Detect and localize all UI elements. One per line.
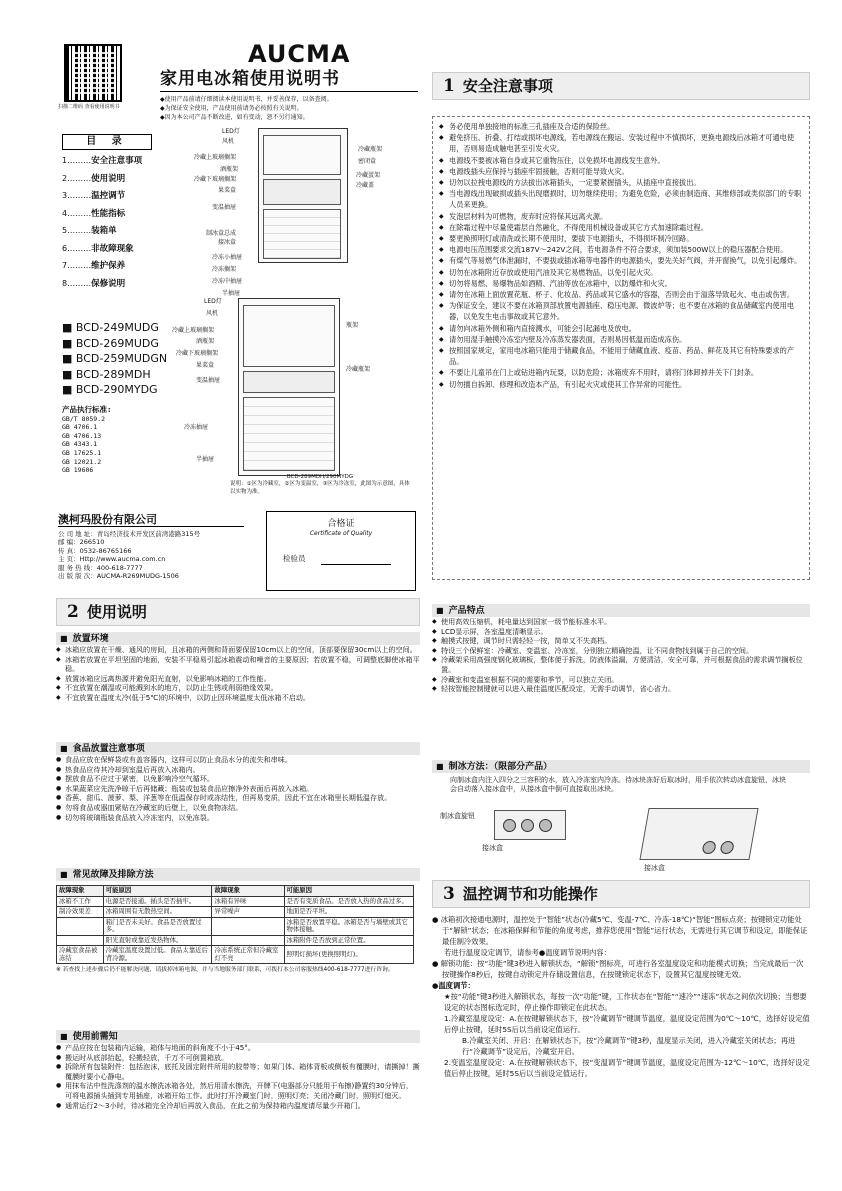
toc-item[interactable]: 6………非故障现象 bbox=[62, 243, 134, 254]
diagram-label: 半抽屉 bbox=[196, 456, 215, 463]
company-name: 澳柯玛股份有限公司 bbox=[58, 513, 157, 526]
note: ◆使用产品前请仔细阅读本使用说明书，并妥善保存，以备查阅。 bbox=[160, 96, 333, 103]
model-item: ■ BCD-269MUDG bbox=[62, 336, 159, 350]
section-3-header: 3 温控调节和功能操作 bbox=[432, 880, 810, 908]
placement-block: ■ 放置环境 ◆ 冰箱应放置在干燥、通风的房间，且冰箱的两侧和背面要保留10cm以上的空间，顶部要保留30cm以上的空间。 ◆ 冰箱若放置在平坦坚固的地面，安装不平稳易引起冰箱震动和噪音的主要原因；若放置不稳，可调整底脚使冰箱平稳。 ◆ 放置冰箱应远离热源并避免阳光直射，以免影响冰箱的工作性能。 ◆ 不宜放置在潮湿或可能溅到水的地方，以防止生锈或削弱绝缘效果。 ◆ 不宜放置在温度太冷(低于5℃)的环境中，以防止因环境温度太低冰箱不启动。 bbox=[56, 632, 420, 703]
section-1-header: 1 安全注意事项 bbox=[432, 72, 810, 100]
diagram-label: LED灯 bbox=[222, 128, 240, 135]
diagram-label: 果菜盒 bbox=[196, 362, 215, 369]
ice-label: 接冰盒 bbox=[644, 864, 665, 872]
icemaking-block: ■ 制冰方法：（限部分产品） 向制冰盒内注入四分之三容积的水，放入冷冻室内冷冻。待冰块冻好后取冰时，用手依次转动冰盒旋钮，冰块会自动落入接冰盒中，从接冰盒中倒可直接取出冰块。 bbox=[432, 760, 810, 794]
table-row: 制冷效果差 冰箱周围有无散热空间。 异常噪声 地面是否平坦。 bbox=[57, 907, 414, 918]
diagram-label: 冷藏上玻璃搁架 bbox=[172, 327, 215, 334]
manual-title: 家用电冰箱使用说明书 bbox=[160, 69, 340, 89]
toc-item[interactable]: 3………温控调节 bbox=[62, 191, 126, 201]
section-2-header: 2 使用说明 bbox=[56, 598, 420, 626]
brand-logo: AUCMA bbox=[248, 40, 351, 68]
qr-code bbox=[64, 44, 122, 102]
diagram-label: 冷藏蛋架 bbox=[356, 172, 381, 179]
diagram-label: 变温抽屉 bbox=[212, 204, 237, 211]
toc-item[interactable]: 5………装箱单 bbox=[62, 226, 117, 236]
diagram-label: 密闭盒 bbox=[358, 158, 377, 165]
diagram-label: 冷藏瓶架 bbox=[358, 146, 383, 153]
table-row: 冰箱不工作 电源是否接通。插头是否插牢。 冰箱有异味 是否有变质食品。是否放入热的食品过多。 bbox=[57, 896, 414, 907]
toc-item[interactable]: 1………安全注意事项 bbox=[62, 156, 143, 166]
diagram-label: 变温抽屉 bbox=[196, 377, 221, 384]
toc-item[interactable]: 8………保修说明 bbox=[62, 278, 126, 289]
diagram-label: LED灯 bbox=[204, 298, 222, 305]
diagram-label: 冷冻搁架 bbox=[212, 266, 237, 273]
toc-heading: 目 录 bbox=[62, 134, 152, 150]
diagram-label: 制冰盒总成 bbox=[206, 230, 237, 237]
temp-control-body: ● 冰箱初次接通电源时，温控处于“智能”状态(冷藏5℃、变温-7℃、冷冻-18℃)“智能”图标点亮；按键锁定功能处于“解锁”状态；在冰箱保鲜和节能的角度考虑，推荐您使用“智能”运行状态，无需进行其它调节和设定，即能保证最佳制冷效果。 若进行温度设定调节，请参考●温度调节说明内容： ● 解锁功能：按“功能”键3秒进入解锁状态，“解锁”图标亮，可进行各室温度设定和功能模式切换；当完成最后一次按键操作8秒后，按键自动锁定并存储设置信息，在按键锁定状态下，设置其它温度按键无效。 ●温度调节： ★按“功能”键3秒进入解锁状态，每按一次“功能”键，工作状态在“智能”“速冷”“速冻”状态之间依次切换；当想要设定的状态图标选定时，停止操作即锁定在此状态。 1.冷藏室温度设定：A.在按键解锁状态下，按“冷藏调节”键调节温度，温度设定范围为0℃～10℃，选择好设定值后停止按键，延时5S后以当前设定值运行。 B.冷藏室关闭、开启：在解锁状态下，按“冷藏调节”键3秒，温度显示关闭，进入冷藏室关闭状态；再进行“冷藏调节”设定后，冷藏室开启。 2.变温室温度设定：A.在按键解锁状态下，按“变温调节”键调节温度，温度设定范围为-12℃～10℃，选择好设定值后停止按键，延时5S后以当前设定值运行。 bbox=[432, 915, 810, 1078]
diagram-label: 酒瓶架 bbox=[220, 166, 239, 173]
diagram-label: 风机 bbox=[206, 310, 219, 317]
note: ◆为保证安全使用，产品使用前请务必按照有关说明。 bbox=[160, 105, 303, 113]
model-item: ■ BCD-289MDH bbox=[62, 367, 151, 381]
qr-note: 扫描二维码 查看使用说明书 bbox=[58, 104, 120, 110]
note: ◆因为本公司产品不断改进，如有变动，恕不另行通知。 bbox=[160, 114, 309, 122]
diagram-label: 冷藏下玻璃搁架 bbox=[176, 350, 219, 357]
title-rule bbox=[160, 91, 418, 92]
safety-list: ◆ 务必使用单独接地的标准三孔插座及合适的保险丝。 ◆ 避免挤压、折叠、打结或损坏电源线，若电源线在搬运、安装过程中不慎损坏，更换电源线后冰箱才可通电使用，否则易造成触电甚至引发火灾。 ◆ 电源线不要被冰箱自身或其它重物压住，以免损坏电源线发生意外。 ◆ 电源线插头应保持与插座牢固接触，否则可能导致火灾。 ◆ 切勿以拉拽电源线的方法拔出冰箱插头，一定要紧握插头，从插座中直接拔出。 ◆ 当电源线出现破损或插头出现磨损时，切勿继续使用；为避免危险，必须由制造商、其维修部或类似部门的专职人员来更换。 ◆ 发泡层材料为可燃物，废弃时应将保其远离火源。 ◆ 在除霜过程中尽量使霜层自然融化，不得使用机械设备或其它方式加速除霜过程。 ◆ 要更换照明灯或清洗或长期不使用时，要拔下电源插头，不得损坏制冷回路。 ◆ 电源电压范围要求交流187V～242V之间，若电源条件不符合要求，须加装500W以上的稳压器配合使用。 ◆ 有煤气等易燃气体泄漏时，不要拔或插冰箱等电器件的电源插头，要先关好气阀，并开窗换气，以免引起爆炸。 ◆ 切勿在冰箱附近存放或使用汽油及其它易燃物品，以免引起火灾。 ◆ 切勿将易燃、易爆物品如酒精、汽油等放在冰箱中，以防爆炸和火灾。 ◆ 请勿在冰箱上面放置花瓶、杯子、化妆品、药品或其它盛水的容器，否则会由于溢落导致起火、电击或伤害。 ◆ 为保证安全，建议不要在冰箱顶部放置电源插座、稳压电源、微波炉等；也不要在冰箱的食品储藏室内使用电器，以免发生电击事故或其它意外。 ◆ 请勿向冰箱外侧和箱内直接溅水，可能会引起漏电及放电。 ◆ 请勿用湿手触摸冷冻室内壁及冷冻蒸发器表面，否则易因低温而造成冻伤。 ◆ 按照国家规定，家用电冰箱只能用于储藏食品，不能用于储藏血液、疫苗、药品、鲜花及其它有特殊要求的产品。 ◆ 不要让儿童吊在门上或钻进箱内玩耍，以防危险；冰箱废弃不用时，请将门体卸掉并关下门封条。 ◆ 切勿擅自拆卸、修理和改造本产品，有引起火灾或使其工作异常的可能性。 bbox=[432, 116, 810, 580]
ice-label: 制冰盒旋钮 bbox=[440, 812, 475, 820]
before-use-block: ■ 使用前需知 ● 产品应按在包装箱内运输，箱体与地面的斜角度不小于45°。 ● 搬运时从底部抬起，轻搬轻放，千万不可倒置箱放。 ● 拆除所有包装附件：包括泡沫，底托及固定附件所用的胶带等；如果门体、箱体背板或侧板有覆膜时，请撕掉！撕覆膜时要小心静电。 ● 用抹布沾中性洗涤剂的温水擦洗冰箱各处，然后用清水擦洗，开牌下(电器部分只能用干布擦)静置约30分钟后，可将电源插头插到专用插座，冰箱开始工作。此时打开冷藏室门时，照明灯亮；关闭冷藏门时，照明灯熄灭。 ● 通常运行2～3小时，待冰箱完全冷却后再放入食品，在此之前为保持箱内温度请尽量少开箱门。 bbox=[56, 1030, 420, 1110]
diagram-label: 接冰盒 bbox=[218, 239, 237, 246]
toc-item[interactable]: 2………使用说明 bbox=[62, 173, 126, 184]
header-notes bbox=[160, 96, 420, 123]
company-info: 公 司 地 址：青岛经济技术开发区前湾港路315号 邮 编：266510 传 真：0532-86765166 主 页：Http://www.aucma.com.cn 服 务 热 线：400-618-7777 出 版 版 次：AUCMA-R269MUDG-1506 bbox=[58, 530, 201, 581]
diagram-label: 冷藏瓶架 bbox=[346, 366, 371, 373]
table-row: 冷藏室食品被冻结 冷藏室温度设置过低。食品太靠近后背冷源。 冷冻系统正常但冷藏室灯不亮 照明灯损坏(更换照明灯)。 bbox=[57, 946, 414, 964]
faults-table: 故障现象 可能原因 故障现象 可能原因 冰箱不工作 电源是否接通。插头是否插牢。 冰箱有异味 是否有变质食品。是否放入热的食品过多。 制冷效果差 冰箱周围有无散热空间。 异常噪声 地面是否平坦。 箱门是否未关好。食品是否放置过多。 冰箱是否放置平稳。冰箱是否与墙壁或其它物体接触。 阳光直射或靠近发热物体。 冰箱附件是否放到正常位置。 冷藏室食品被冻结 冷藏室温度设置过低。食品太靠近后背冷源。 冷冻系统正常但冷藏室灯不亮 照明灯损坏(更换照明灯)。 bbox=[56, 885, 414, 964]
diagram-label: 半抽屉 bbox=[222, 290, 241, 297]
ice-label: 接冰盒 bbox=[482, 844, 503, 852]
diagram-label: 冷藏下玻璃搁架 bbox=[194, 176, 237, 183]
toc-item[interactable]: 4………性能指标 bbox=[62, 208, 126, 219]
features-block: ■ 产品特点 ◆ 使用高效压缩机，耗电量达到国家一级节能标准水平。 ◆ LCD显示屏，各室温度清晰显示。 ◆ 触摸式按键，调节时只需轻轻一按，简单又不失高档。 ◆ 特设三个保鲜室：冷藏室、变温室、冷冻室，分别独立精确控温，让不同食物找到属于自己的空间。 ◆ 冷藏架采用高强度钢化玻璃板，整体便于拆洗，防液体溢漏，方便清洁，安全可靠，并可根据食品的需求调节搁板位置。 ◆ 冷藏室和变温室根据不同的需要和季节，可以独立关闭。 ◆ 轻按智能控制键就可以进入最佳温度匹配设定，无需手动调节，省心省力。 bbox=[432, 604, 810, 694]
model-list bbox=[62, 320, 167, 398]
ice-box-image bbox=[639, 808, 758, 860]
standards: 产品执行标准: GB/T 8059.2 GB 4706.1 GB 4706.13 GB 4343.1 GB 17625.1 GB 12021.2 GB 19606 bbox=[62, 405, 112, 475]
toc-list bbox=[62, 156, 142, 296]
model-item: ■ BCD-290MYDG bbox=[62, 383, 158, 396]
toc-item[interactable]: 7………维护保养 bbox=[62, 261, 126, 271]
diagram-label: 瓶架 bbox=[346, 322, 359, 329]
fridge-diagram-2 bbox=[238, 298, 340, 476]
diagram-label: 冷冻抽屉 bbox=[184, 424, 209, 431]
company-rule bbox=[58, 526, 244, 527]
diagram-label: 冷藏盖 bbox=[356, 182, 375, 189]
diagram-label: 冷藏上玻璃搁架 bbox=[194, 154, 237, 161]
ice-tray-image bbox=[494, 810, 566, 840]
diagram-label: 风机 bbox=[222, 138, 235, 145]
diagram-label: 果菜盒 bbox=[218, 187, 237, 194]
diagram-label: 冷冻中抽屉 bbox=[212, 278, 243, 285]
diagram-label: 冷冻小抽屉 bbox=[212, 254, 243, 261]
faults-block: ■ 常见故障及排除方法 故障现象 可能原因 故障现象 可能原因 冰箱不工作 电源是否接通。插头是否插牢。 冰箱有异味 是否有变质食品。是否放入热的食品过多。 制冷效果差 冰箱周围有无散热空间。 异常噪声 地面是否平坦。 箱门是否未关好。食品是否放置过多。 冰箱是否放置平稳。冰箱是否与墙壁或其它物体接触。 阳光直射或靠近发热物体。 冰箱附件是否放到正常位置。 冷藏室食品被冻结 冷藏室温度设置过低。食品太靠近后背冷源。 冷冻系统正常但冷藏室灯不亮 照明灯损坏(更换照明灯)。 ※ 若查找上述步骤后仍不能解决问题，请拔掉冰箱电源，并与当地服务部门联系，可拨打本公司客服热线400-618-7777进行咨询。 bbox=[56, 868, 420, 974]
model-item: ■ BCD-259MUDGN bbox=[62, 352, 168, 365]
standards-title: 产品执行标准: bbox=[62, 405, 112, 414]
food-block: ■ 食品放置注意事项 ● 食品应放在保鲜袋或有盖容器内，这样可以防止食品水分的流失和串味。 ● 热食品应待其冷却到室温后再放入冰箱内。 ● 摆放食品不应过于紧密，以免影响冷空气循环。 ● 水果蔬菜应先洗净晾干后再储藏；瓶装或包装食品应擦净外表面后再放入冰箱。 ● 香蕉、甜瓜、菠萝、梨、洋葱等在低温保存时或冻结性，但再易变质，因此不宜在冰箱里长期低温存放。 ● 勿将食品或器皿紧贴在冷藏室的后壁上，以免食物冻结。 ● 切勿将玻璃瓶装食品放入冷冻室内，以免冻裂。 bbox=[56, 742, 420, 822]
table-row: 阳光直射或靠近发热物体。 冰箱附件是否放到正常位置。 bbox=[57, 935, 414, 946]
fridge-diagram-1 bbox=[258, 128, 348, 263]
quality-certificate: 合格证 Certificate of Quality 检验员 bbox=[266, 511, 416, 591]
model-item: ■ BCD-249MUDG bbox=[62, 321, 159, 334]
diagram-caption: BCD-289MDH/290MYDG 说明：①区为冷藏室，②区为变温室，③区为冷冻室，此图为示意图，具体以实物为准。 bbox=[230, 474, 410, 495]
faults-footnote: ※ 若查找上述步骤后仍不能解决问题，请拔掉冰箱电源，并与当地服务部门联系，可拨打本公司客服热线400-618-7777进行咨询。 bbox=[56, 967, 394, 973]
diagram-label: 酒瓶架 bbox=[196, 338, 215, 345]
table-row: 箱门是否未关好。食品是否放置过多。 冰箱是否放置平稳。冰箱是否与墙壁或其它物体接触。 bbox=[57, 917, 414, 935]
